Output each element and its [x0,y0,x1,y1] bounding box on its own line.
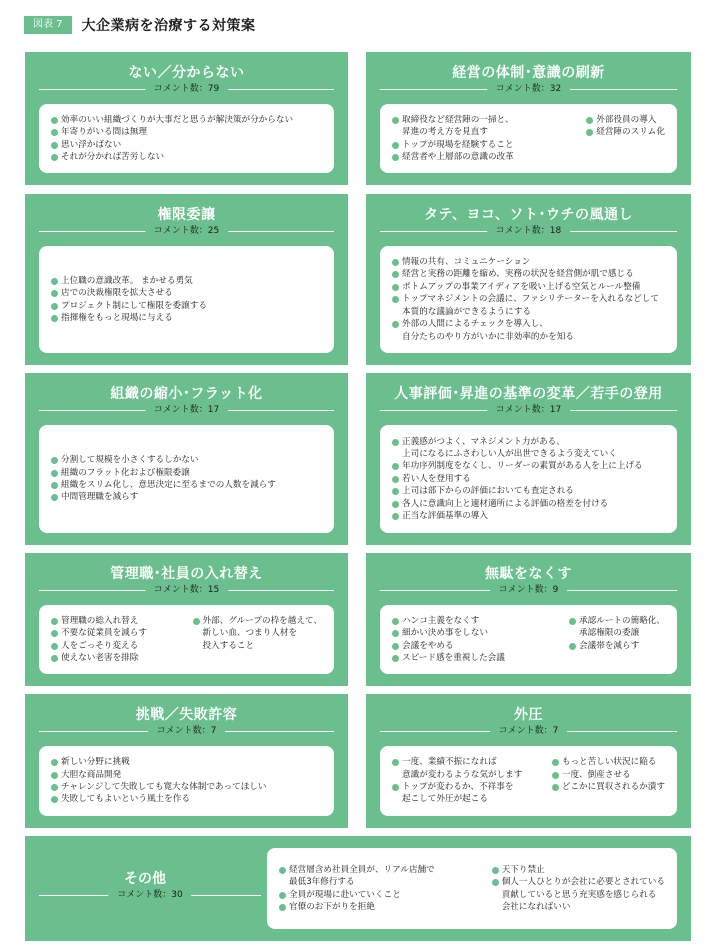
panel-reduce-waste [366,553,691,686]
comment-list [51,615,183,665]
comment-item: 不要な従業員を減らす [51,627,183,639]
comment-count: コメント数：79 [145,83,228,95]
comment-card [39,425,334,533]
comment-item: 年寄りがいる間は無理 [51,126,322,138]
comment-count: コメント数：17 [487,404,570,416]
comment-list [193,615,322,665]
comment-item: 組織をスリム化し、意思決定に至るまでの人数を減らす [51,479,322,491]
panel-external-pressure [366,694,691,828]
comment-list [569,615,665,665]
panel-title: 権限委譲 [157,207,216,223]
comment-count: コメント数：17 [145,404,228,416]
panel-title: 組織の縮小･フラット化 [110,386,263,402]
comment-count: コメント数：25 [145,225,228,237]
comment-item: もっと苦しい状況に陥る [552,756,665,768]
panel-title: 挑戦／失敗許容 [135,707,238,723]
comment-item: 指揮権をもっと現場に与える [51,312,322,324]
comment-item: 経営と実務の距離を縮め、実務の状況を経営側が肌で感じる [392,268,665,280]
comment-card [380,605,677,674]
comment-count: コメント数：30 [108,889,191,901]
panel-title: 外圧 [514,707,543,723]
comment-item: 上司は部下からの評価においても査定される [392,485,665,497]
comment-item: 一度、倒産させる [552,769,665,781]
comment-card [380,746,677,816]
comment-list [392,756,542,806]
comment-item: 失敗してもよいという風土を作る [51,793,322,805]
comment-item: 正当な評価基準の導入 [392,510,665,522]
figure-title: 大企業病を治療する対策案 [81,18,256,34]
figure-label: 図表 7 [24,16,72,34]
panel-downsizing [25,373,348,545]
comment-item: ボトムアップの事業アイディアを吸い上げる空気とルール整備 [392,281,665,293]
comment-item: 年功序列制度をなくし、リーダーの素質がある人を上に上げる [392,460,665,472]
panel-delegation [25,194,348,365]
comment-item: 正義感がつよく、マネジメント力がある、 上司になるにふさわしい人が出世できるよう変えていく [392,436,665,461]
comment-card [39,605,334,674]
comment-item: スピード感を重視した会議 [392,652,559,664]
comment-item: 分割して規模を小さくするしかない [51,454,322,466]
comment-list [392,436,665,523]
panel-title: その他 [124,871,166,887]
comment-count: コメント数：32 [487,83,570,95]
figure-header [24,14,256,36]
comment-list [392,256,665,343]
comment-item: 上位職の意識改革。 まかせる勇気 [51,275,322,287]
comment-item: 各人に意識向上と適材適所による評価の格差を付ける [392,498,665,510]
comment-list [51,454,322,504]
comment-item: どこかに買収されるか潰す [552,781,665,793]
comment-item: 天下り禁止 [492,864,665,876]
comment-item: 大胆な商品開発 [51,769,322,781]
panel-challenge [25,694,348,828]
comment-item: 若い人を登用する [392,473,665,485]
comment-item: 官僚のお下がりを拒絶 [279,901,482,913]
comment-item: 会議をやめる [392,640,559,652]
comment-list [586,114,665,164]
comment-count: コメント数：7 [148,725,226,737]
comment-item: 思い浮かばない [51,139,322,151]
comment-item: 中間管理職を減らす [51,491,322,503]
comment-list [492,864,665,914]
comment-item: 一度、業績不振になれば 意識が変わるような気がします [392,756,542,781]
comment-item: それが分かれば苦労しない [51,151,322,163]
comment-count: コメント数：7 [490,725,568,737]
panel-unknown [25,52,348,185]
comment-list [392,114,576,164]
comment-item: 取締役など経営陣の一掃と、 昇進の考え方を見直す [392,114,576,139]
comment-item: 細かい決め事をしない [392,627,559,639]
comment-item: 経営層含め社員全員が、リアル店舗で 最低3年修行する [279,864,482,889]
panel-title: 無駄をなくす [485,566,572,582]
panel-other [25,836,691,941]
comment-card [267,848,677,929]
panel-title: 人事評価･昇進の基準の変革／若手の登用 [394,386,663,402]
comment-card [39,746,334,816]
comment-item: チャレンジして失敗しても寛大な体制であってほしい [51,781,322,793]
comment-count: コメント数：18 [487,225,570,237]
comment-item: 外部、グループの枠を越えて、 新しい血、つまり人材を 投入すること [193,615,322,652]
comment-item: 経営者や上層部の意識の改革 [392,151,576,163]
comment-card [380,104,677,173]
comment-card [380,246,677,353]
comment-item: 承認ルートの簡略化、 承認権限の委譲 [569,615,665,640]
comment-item: 効率のいい組織づくりが大事だと思うが解決策が分からない [51,114,322,126]
comment-count: コメント数：15 [145,584,228,596]
comment-item: トップマネジメントの会議に、ファシリテーターを入れるなどして 本質的な議論ができるようにする [392,293,665,318]
comment-item: トップが変わるか、不祥事を 起こして外圧が起こる [392,781,542,806]
comment-item: 店での決裁権限を拡大させる [51,287,322,299]
comment-item: 管理職の総入れ替え [51,615,183,627]
comment-item: 組織のフラット化および権限委譲 [51,467,322,479]
panel-communication [366,194,691,365]
panel-title: 管理職･社員の入れ替え [110,566,263,582]
comment-card [39,246,334,353]
comment-item: 人をごっそり変える [51,640,183,652]
comment-item: 新しい分野に挑戦 [51,756,322,768]
comment-item: 経営陣のスリム化 [586,126,665,138]
comment-item: プロジェクト制にして権限を委譲する [51,300,322,312]
comment-item: トップが現場を経験すること [392,139,576,151]
comment-list [552,756,665,806]
comment-card [380,425,677,533]
comment-list [51,275,322,325]
panel-title: ない／分からない [128,65,245,81]
panel-management-reform [366,52,691,185]
comment-list [392,615,559,665]
comment-item: 全員が現場に赴いていくこと [279,889,482,901]
comment-card [39,104,334,173]
comment-count: コメント数：9 [490,584,568,596]
comment-item: 使えない老害を排除 [51,652,183,664]
comment-item: 情報の共有、コミュニケーション [392,256,665,268]
comment-list [51,756,322,806]
comment-list [279,864,482,914]
comment-item: 個人一人ひとりが会社に必要とされている 貢献していると思う充実感を感じられる 会社になればいい [492,876,665,913]
panel-hr-evaluation [366,373,691,545]
comment-item: 会議帯を減らす [569,640,665,652]
comment-item: 外部の人間によるチェックを導入し、 自分たちのやり方がいかに非効率的かを知る [392,318,665,343]
comment-item: ハンコ主義をなくす [392,615,559,627]
comment-item: 外部役員の導入 [586,114,665,126]
panel-staff-replacement [25,553,348,686]
panel-title: タテ、ヨコ、ソト･ウチの風通し [424,207,633,223]
comment-list [51,114,322,164]
panel-title: 経営の体制･意識の刷新 [452,65,605,81]
